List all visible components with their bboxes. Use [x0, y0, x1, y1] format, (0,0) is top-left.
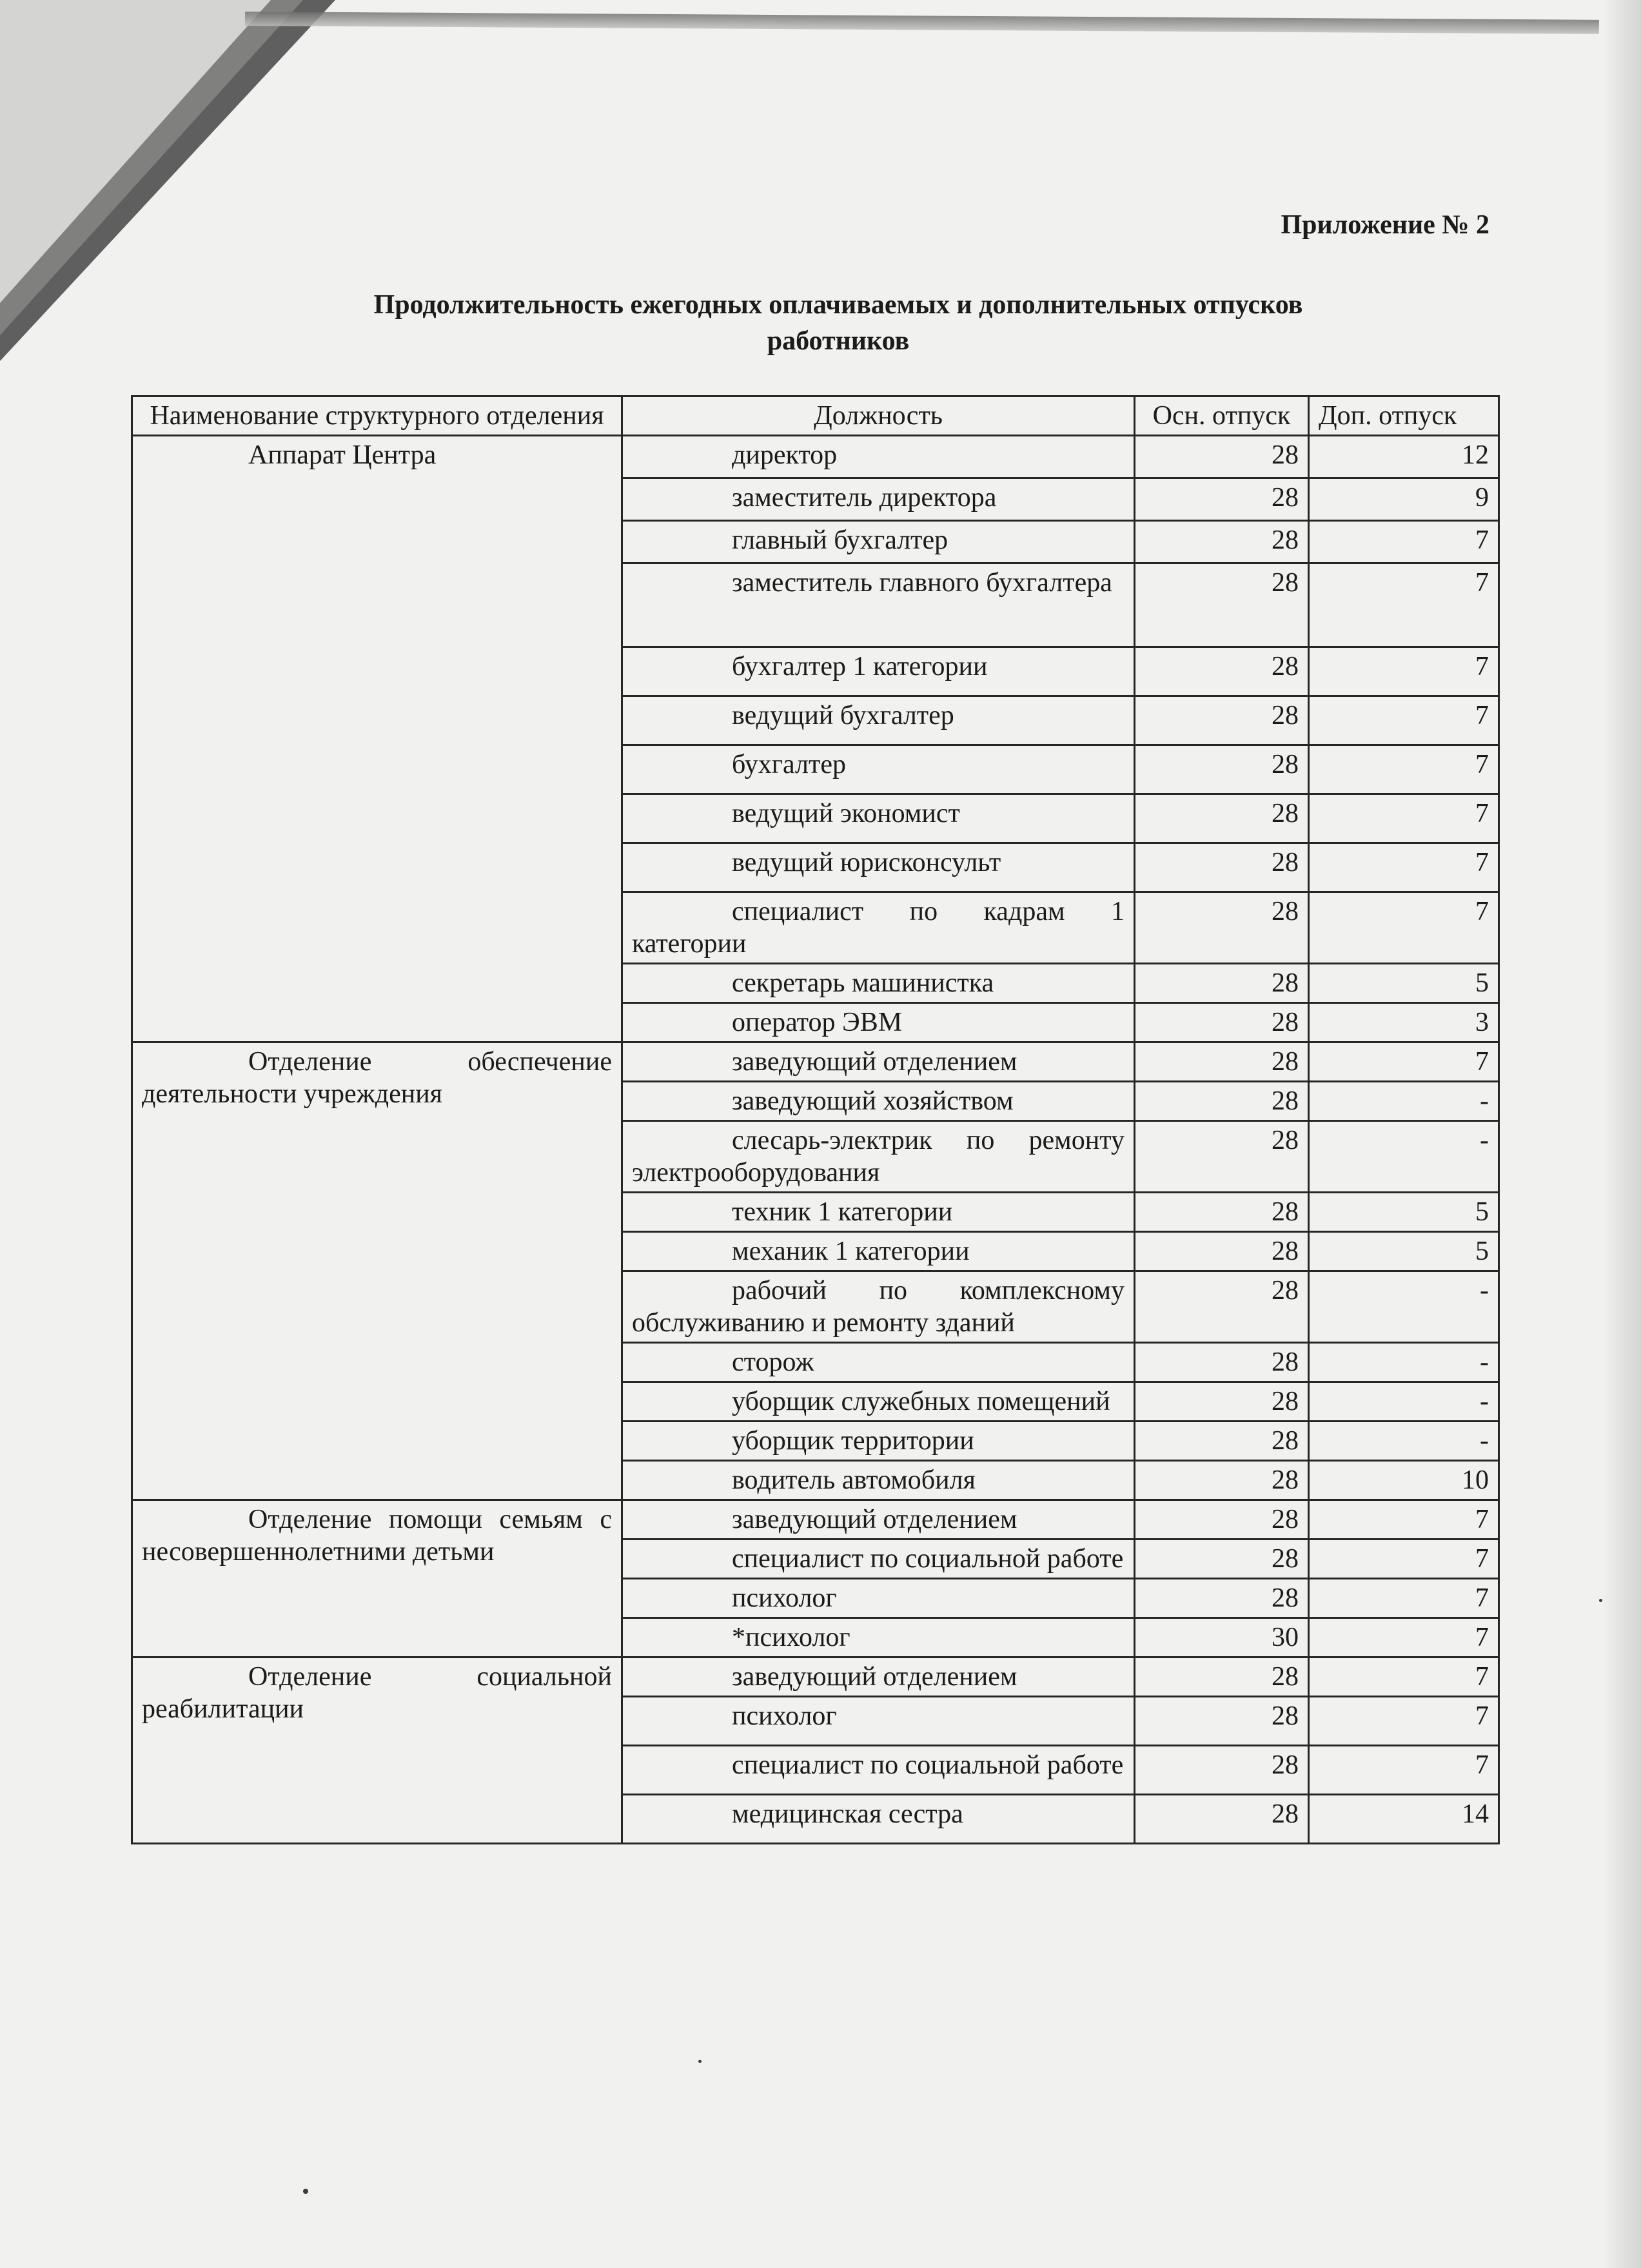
scan-speck: [1599, 1599, 1602, 1602]
table-header-row: [132, 396, 1499, 436]
column-header-additional-leave: Доп. отпуск: [1309, 396, 1499, 436]
main-leave-cell: 28: [1135, 1657, 1309, 1697]
main-leave-cell: 28: [1135, 964, 1309, 1003]
column-header-department: Наименование структурного отделения: [132, 396, 622, 436]
position-cell: ведущий бухгалтер: [622, 696, 1135, 745]
additional-leave-cell: 5: [1309, 1193, 1499, 1232]
table-row: [132, 436, 1499, 478]
main-leave-cell: 28: [1135, 1422, 1309, 1461]
additional-leave-cell: -: [1309, 1382, 1499, 1422]
position-cell: уборщик территории: [622, 1422, 1135, 1461]
table-row: [132, 1657, 1499, 1697]
additional-leave-cell: 7: [1309, 1500, 1499, 1540]
position-cell: медицинская сестра: [622, 1795, 1135, 1844]
additional-leave-cell: -: [1309, 1082, 1499, 1121]
main-leave-cell: 28: [1135, 1382, 1309, 1422]
additional-leave-cell: 7: [1309, 1697, 1499, 1746]
main-leave-cell: 28: [1135, 1232, 1309, 1271]
main-leave-cell: 28: [1135, 1697, 1309, 1746]
position-cell: *психолог: [622, 1618, 1135, 1657]
position-cell: уборщик служебных помещений: [622, 1382, 1135, 1422]
column-header-main-leave: Осн. отпуск: [1135, 396, 1309, 436]
main-leave-cell: 28: [1135, 478, 1309, 521]
table-body: [132, 436, 1499, 1844]
additional-leave-cell: 10: [1309, 1461, 1499, 1500]
position-cell: водитель автомобиля: [622, 1461, 1135, 1500]
main-leave-cell: 28: [1135, 1121, 1309, 1193]
main-leave-cell: 28: [1135, 1193, 1309, 1232]
additional-leave-cell: -: [1309, 1121, 1499, 1193]
additional-leave-cell: 7: [1309, 794, 1499, 843]
position-cell: заместитель директора: [622, 478, 1135, 521]
table-row: [132, 1042, 1499, 1082]
main-leave-cell: 28: [1135, 1461, 1309, 1500]
department-cell: Аппарат Центра: [132, 436, 622, 1042]
main-leave-cell: 28: [1135, 436, 1309, 478]
position-cell: специалист по социальной работе: [622, 1746, 1135, 1795]
main-leave-cell: 28: [1135, 843, 1309, 892]
main-leave-cell: 28: [1135, 1003, 1309, 1042]
title-line-1: Продолжительность ежегодных оплачиваемых и дополнительных отпусков: [373, 290, 1303, 320]
appendix-label: Приложение № 2: [1281, 210, 1489, 240]
additional-leave-cell: 7: [1309, 892, 1499, 964]
main-leave-cell: 28: [1135, 563, 1309, 647]
position-cell: техник 1 категории: [622, 1193, 1135, 1232]
additional-leave-cell: 7: [1309, 647, 1499, 696]
additional-leave-cell: 12: [1309, 436, 1499, 478]
position-cell: заведующий хозяйством: [622, 1082, 1135, 1121]
main-leave-cell: 30: [1135, 1618, 1309, 1657]
position-cell: ведущий юрисконсульт: [622, 843, 1135, 892]
position-cell: секретарь машинистка: [622, 964, 1135, 1003]
position-cell: заведующий отделением: [622, 1042, 1135, 1082]
additional-leave-cell: 7: [1309, 843, 1499, 892]
additional-leave-cell: 7: [1309, 745, 1499, 794]
position-cell: главный бухгалтер: [622, 521, 1135, 563]
additional-leave-cell: 7: [1309, 1540, 1499, 1579]
position-cell: психолог: [622, 1697, 1135, 1746]
main-leave-cell: 28: [1135, 521, 1309, 563]
position-cell: бухгалтер 1 категории: [622, 647, 1135, 696]
main-leave-cell: 28: [1135, 647, 1309, 696]
position-cell: слесарь-электрик по ремонту электрооборудования: [622, 1121, 1135, 1193]
page-edge-shadow: [1602, 0, 1641, 2268]
main-leave-cell: 28: [1135, 696, 1309, 745]
additional-leave-cell: 7: [1309, 696, 1499, 745]
additional-leave-cell: 9: [1309, 478, 1499, 521]
position-cell: психолог: [622, 1579, 1135, 1618]
vacation-table: [131, 395, 1500, 1844]
additional-leave-cell: -: [1309, 1343, 1499, 1382]
position-cell: бухгалтер: [622, 745, 1135, 794]
department-cell: Отделение обеспечение деятельности учреждения: [132, 1042, 622, 1500]
position-cell: специалист по социальной работе: [622, 1540, 1135, 1579]
additional-leave-cell: 7: [1309, 1657, 1499, 1697]
column-header-position: Должность: [622, 396, 1135, 436]
main-leave-cell: 28: [1135, 1500, 1309, 1540]
main-leave-cell: 28: [1135, 745, 1309, 794]
main-leave-cell: 28: [1135, 1746, 1309, 1795]
position-cell: оператор ЭВМ: [622, 1003, 1135, 1042]
additional-leave-cell: -: [1309, 1422, 1499, 1461]
folded-corner-highlight: [0, 0, 271, 303]
position-cell: ведущий экономист: [622, 794, 1135, 843]
main-leave-cell: 28: [1135, 1579, 1309, 1618]
additional-leave-cell: 14: [1309, 1795, 1499, 1844]
additional-leave-cell: 3: [1309, 1003, 1499, 1042]
additional-leave-cell: 5: [1309, 1232, 1499, 1271]
main-leave-cell: 28: [1135, 1082, 1309, 1121]
additional-leave-cell: 7: [1309, 1618, 1499, 1657]
additional-leave-cell: 7: [1309, 521, 1499, 563]
additional-leave-cell: -: [1309, 1271, 1499, 1343]
position-cell: заместитель главного бухгалтера: [622, 563, 1135, 647]
position-cell: заведующий отделением: [622, 1500, 1135, 1540]
position-cell: механик 1 категории: [622, 1232, 1135, 1271]
title-line-2: работников: [767, 326, 910, 356]
department-cell: Отделение социальной реабилитации: [132, 1657, 622, 1844]
position-cell: заведующий отделением: [622, 1657, 1135, 1697]
main-leave-cell: 28: [1135, 892, 1309, 964]
position-cell: специалист по кадрам 1 категории: [622, 892, 1135, 964]
additional-leave-cell: 7: [1309, 1746, 1499, 1795]
additional-leave-cell: 5: [1309, 964, 1499, 1003]
additional-leave-cell: 7: [1309, 563, 1499, 647]
position-cell: рабочий по комплексному обслуживанию и ремонту зданий: [622, 1271, 1135, 1343]
main-leave-cell: 28: [1135, 794, 1309, 843]
main-leave-cell: 28: [1135, 1795, 1309, 1844]
position-cell: директор: [622, 436, 1135, 478]
main-leave-cell: 28: [1135, 1271, 1309, 1343]
additional-leave-cell: 7: [1309, 1579, 1499, 1618]
main-leave-cell: 28: [1135, 1540, 1309, 1579]
department-cell: Отделение помощи семьям с несовершеннолетними детьми: [132, 1500, 622, 1657]
main-leave-cell: 28: [1135, 1343, 1309, 1382]
document-title: [213, 287, 1464, 359]
position-cell: сторож: [622, 1343, 1135, 1382]
scan-speck: [303, 2189, 308, 2194]
scan-speck: [698, 2060, 702, 2063]
table-row: [132, 1500, 1499, 1540]
main-leave-cell: 28: [1135, 1042, 1309, 1082]
additional-leave-cell: 7: [1309, 1042, 1499, 1082]
